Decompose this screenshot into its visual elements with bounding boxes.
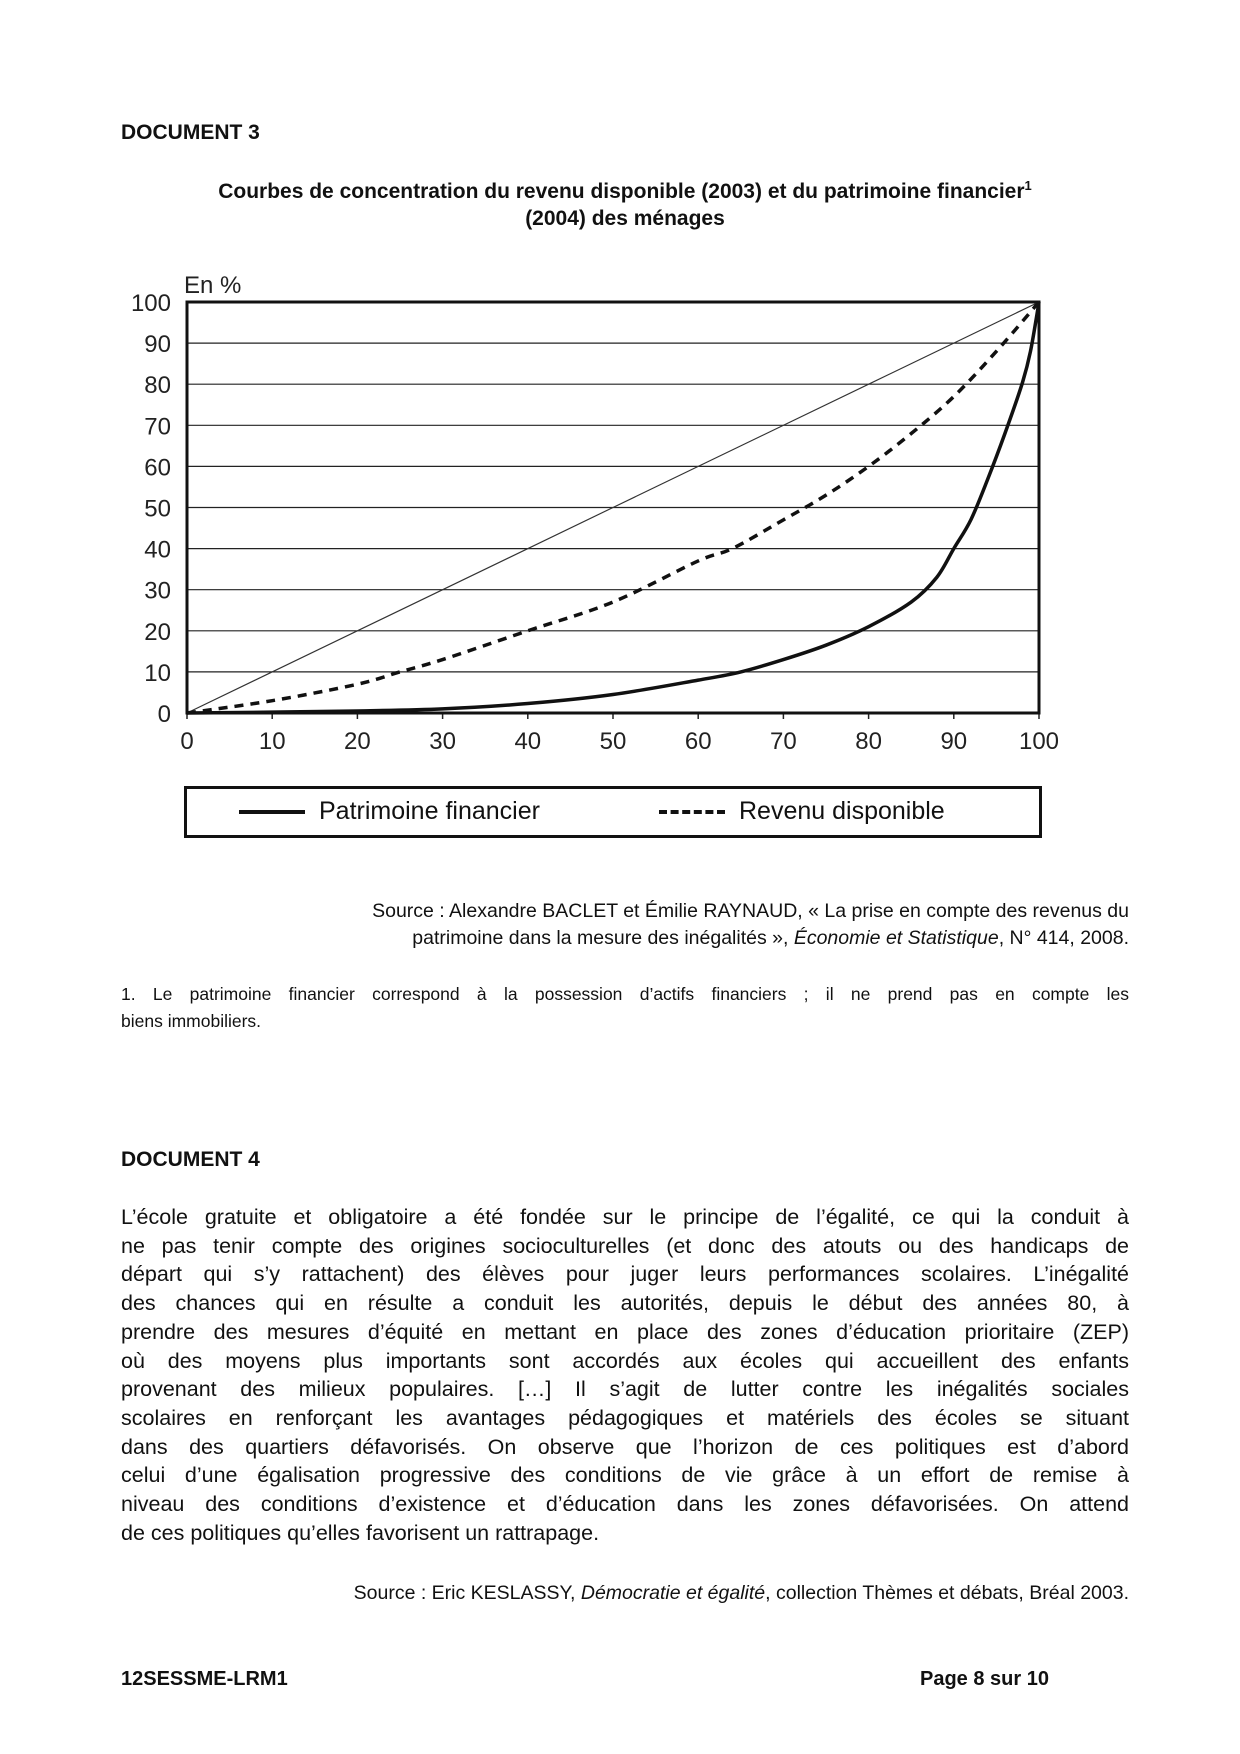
paragraph-line: départ qui s’y rattachent) des élèves pour juger leurs performances scolaires. L’inégalité bbox=[121, 1262, 1129, 1287]
paragraph-line: niveau des conditions d’existence et d’éducation dans les zones défavorisées. On attend bbox=[121, 1492, 1129, 1517]
x-tick-label: 50 bbox=[599, 728, 627, 755]
chart-title-line2: (2004) des ménages bbox=[525, 207, 725, 230]
x-tick-label: 30 bbox=[429, 728, 456, 755]
y-tick-label: 60 bbox=[144, 454, 171, 482]
paragraph-line: dans des quartiers défavorisés. On observe que l’horizon de ces politiques est d’abord bbox=[121, 1434, 1129, 1459]
document-4-heading: DOCUMENT 4 bbox=[121, 1148, 260, 1171]
x-tick-label: 40 bbox=[514, 728, 542, 755]
y-tick-label: 50 bbox=[144, 495, 171, 523]
x-tick-label: 0 bbox=[180, 728, 194, 755]
footnote-line: biens immobiliers. bbox=[121, 1011, 262, 1031]
y-tick-label: 80 bbox=[144, 372, 171, 400]
document-3-heading: DOCUMENT 3 bbox=[121, 121, 260, 144]
solid-line-swatch bbox=[239, 810, 305, 814]
legend-item-revenu bbox=[659, 797, 945, 826]
x-tick-label: 20 bbox=[344, 728, 371, 755]
y-tick-label: 90 bbox=[144, 331, 171, 359]
paragraph-line: L’école gratuite et obligatoire a été fondée sur le principe de l’égalité, ce qui la conduit à bbox=[121, 1205, 1129, 1229]
source-text: , N° 414, 2008. bbox=[998, 927, 1129, 949]
chart-legend bbox=[184, 786, 1042, 838]
y-tick-label: 20 bbox=[144, 618, 171, 646]
x-tick-label: 90 bbox=[940, 728, 968, 755]
legend-label: Patrimoine financier bbox=[319, 797, 540, 825]
x-tick-label: 60 bbox=[684, 728, 712, 755]
journal-title: Économie et Statistique bbox=[793, 927, 999, 949]
paragraph-line: celui d’une égalisation progressive des conditions de vie grâce à un effort de remise à bbox=[121, 1463, 1129, 1488]
y-tick-label: 0 bbox=[157, 701, 171, 728]
x-tick-label: 10 bbox=[258, 728, 286, 755]
document-4-paragraph bbox=[121, 1203, 1129, 1547]
footnote-line: 1. Le patrimoine financier correspond à la possession d’actifs financiers ; il ne prend pas en compte les bbox=[121, 984, 1129, 1004]
source-text: , collection Thèmes et débats, Bréal 2003. bbox=[765, 1582, 1129, 1604]
source-text: Source : Eric KESLASSY, bbox=[353, 1582, 581, 1604]
concentration-chart bbox=[0, 0, 1240, 780]
footnote-marker: 1 bbox=[1024, 178, 1032, 193]
chart-title-text: Courbes de concentration du revenu disponible (2003) et du patrimoine financier bbox=[218, 180, 1025, 203]
paragraph-line: où des moyens plus importants sont accordés aux écoles qui accueillent des enfants bbox=[121, 1348, 1129, 1373]
x-tick-label: 100 bbox=[1018, 728, 1060, 755]
x-tick-label: 80 bbox=[855, 728, 882, 755]
x-tick-label: 70 bbox=[770, 728, 797, 755]
dashed-line-swatch bbox=[659, 810, 725, 814]
paragraph-line: de ces politiques qu’elles favorisent un rattrapage. bbox=[121, 1520, 600, 1545]
paragraph-line: ne pas tenir compte des origines socioculturelles (et donc des atouts ou des handicaps de bbox=[121, 1233, 1129, 1258]
y-tick-label: 100 bbox=[130, 290, 171, 317]
exam-code: 12SESSME-LRM1 bbox=[121, 1668, 288, 1690]
footnote bbox=[121, 981, 1129, 1035]
paragraph-line: prendre des mesures d’équité en mettant en place des zones d’éducation prioritaire (ZEP) bbox=[121, 1319, 1129, 1344]
paragraph-line: scolaires en renforçant les avantages pédagogiques et matériels des écoles se situant bbox=[121, 1405, 1129, 1430]
y-tick-label: 10 bbox=[144, 659, 171, 687]
source-line: Source : Alexandre BACLET et Émilie RAYNAUD, « La prise en compte des revenus du bbox=[372, 900, 1129, 922]
legend-item-patrimoine bbox=[239, 797, 540, 826]
y-tick-label: 40 bbox=[144, 536, 171, 564]
paragraph-line: provenant des milieux populaires. […] Il s’agit de lutter contre les inégalités sociales bbox=[121, 1377, 1129, 1402]
y-tick-label: 70 bbox=[144, 413, 171, 441]
doc4-source bbox=[121, 1580, 1129, 1607]
y-tick-label: 30 bbox=[144, 577, 171, 605]
book-title: Démocratie et égalité bbox=[580, 1582, 766, 1604]
doc3-source bbox=[121, 898, 1129, 952]
y-axis-label: En % bbox=[184, 272, 242, 299]
paragraph-line: des chances qui en résulte a conduit les autorités, depuis le début des années 80, à bbox=[121, 1291, 1129, 1316]
source-line bbox=[121, 925, 1129, 952]
legend-label: Revenu disponible bbox=[739, 797, 945, 825]
page-number: Page 8 sur 10 bbox=[920, 1668, 1049, 1690]
source-text: patrimoine dans la mesure des inégalités », bbox=[412, 927, 794, 949]
